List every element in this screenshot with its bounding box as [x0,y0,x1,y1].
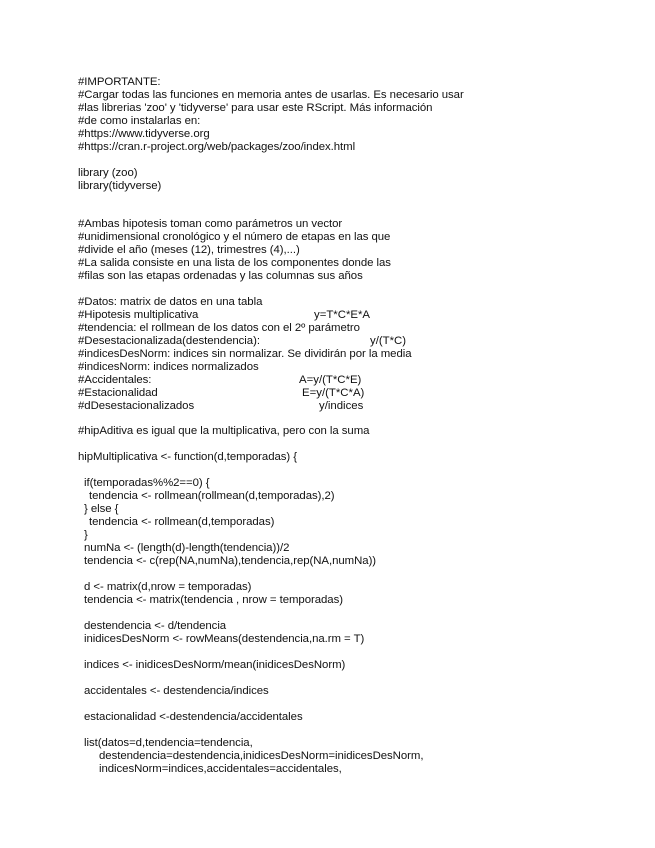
code-line: tendencia <- matrix(tendencia , nrow = temporadas) [84,594,343,606]
code-line: estacionalidad <-destendencia/accidentales [84,711,303,723]
comment-line: #Estacionalidad [78,387,158,399]
code-line: list(datos=d,tendencia=tendencia, [84,737,253,749]
formula-text: y=T*C*E*A [314,309,371,321]
code-line: tendencia <- rollmean(rollmean(d,temporadas),2) [89,490,335,502]
code-line: } [84,529,88,541]
code-line: destendencia <- d/tendencia [84,620,227,632]
formula-text: A=y/(T*C*E) [299,374,362,386]
code-line: library(tidyverse) [78,180,162,192]
code-line: if(temporadas%%2==0) { [84,477,210,489]
comment-line: #tendencia: el rollmean de los datos con el 2º parámetro [78,322,360,334]
comment-line: #La salida consiste en una lista de los componentes donde las [78,257,391,269]
code-line: indicesNorm=indices,accidentales=accidentales, [99,763,342,775]
comment-line: #dDesestacionalizados [78,400,195,412]
code-line: library (zoo) [78,167,138,179]
code-line: indices <- inidicesDesNorm/mean(inidicesDesNorm) [84,659,346,671]
formula-text: E=y/(T*C*A) [302,387,365,399]
comment-line: #Ambas hipotesis toman como parámetros un vector [78,218,343,230]
comment-line: #indicesDesNorm: indices sin normalizar. Se dividirán por la media [78,348,412,360]
code-line: destendencia=destendencia,inidicesDesNorm=inidicesDesNorm, [99,750,424,762]
comment-url-line: #https://www.tidyverse.org [78,128,210,140]
comment-url-line: #https://cran.r-project.org/web/packages/zoo/index.html [78,141,356,153]
code-line: inidicesDesNorm <- rowMeans(destendencia,na.rm = T) [84,633,365,645]
comment-line: #unidimensional cronológico y el número de etapas en las que [78,231,391,243]
code-line: tendencia <- c(rep(NA,numNa),tendencia,rep(NA,numNa)) [84,555,377,567]
comment-line: #Datos: matrix de datos en una tabla [78,296,263,308]
comment-line: #divide el año (meses (12), trimestres (4),...) [78,244,300,256]
code-line: hipMultiplicativa <- function(d,temporadas) { [78,451,298,463]
code-line: accidentales <- destendencia/indices [84,685,269,697]
comment-line: #hipAditiva es igual que la multiplicativa, pero con la suma [78,425,370,437]
comment-line: #Accidentales: [78,374,152,386]
formula-text: y/indices [319,400,364,412]
code-line: } else { [84,503,119,515]
comment-line: #filas son las etapas ordenadas y las columnas sus años [78,270,363,282]
code-line: d <- matrix(d,nrow = temporadas) [84,581,252,593]
comment-line: #Cargar todas las funciones en memoria antes de usarlas. Es necesario usar [78,89,464,101]
code-line: tendencia <- rollmean(d,temporadas) [89,516,275,528]
comment-line: #de como instalarlas en: [78,115,201,127]
comment-line: #IMPORTANTE: [78,76,161,88]
comment-line: #las librerias 'zoo' y 'tidyverse' para usar este RScript. Más información [78,102,433,114]
comment-line: #Hipotesis multiplicativa [78,309,199,321]
formula-text: y/(T*C) [370,335,407,347]
code-line: numNa <- (length(d)-length(tendencia))/2 [84,542,290,554]
comment-line: #Desestacionalizada(destendencia): [78,335,260,347]
comment-line: #indicesNorm: indices normalizados [78,361,259,373]
